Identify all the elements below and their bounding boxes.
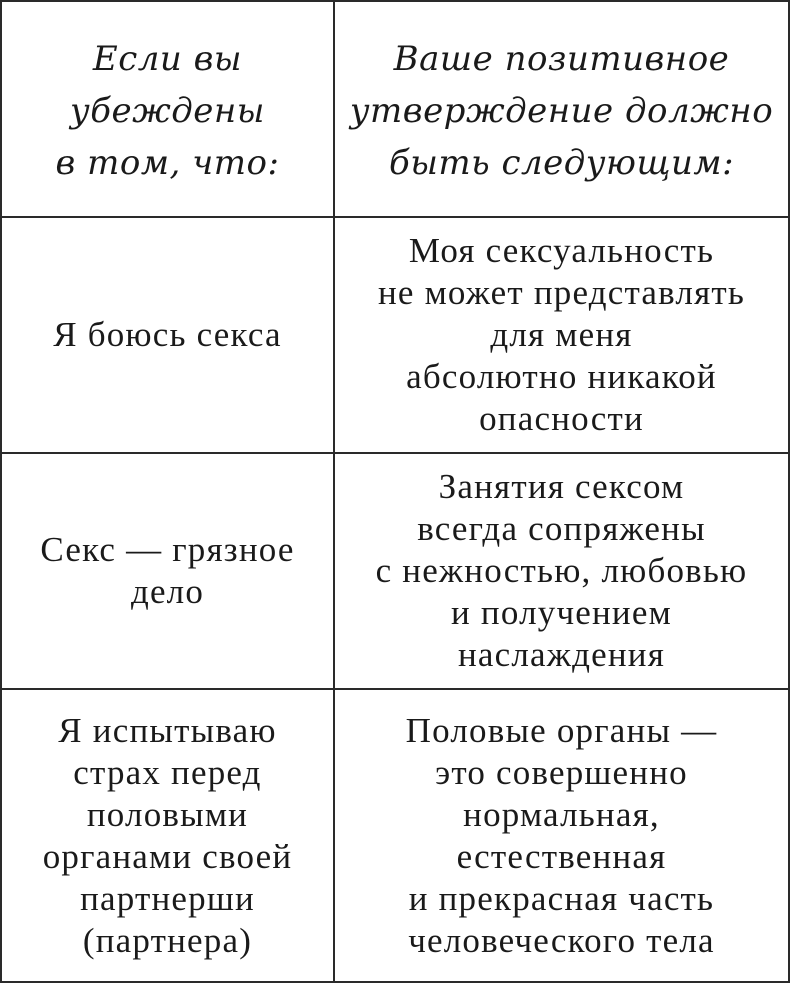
belief-cell	[2, 690, 335, 981]
header-affirmation-line: Ваше позитивное	[393, 39, 730, 79]
header-belief-line: Если вы	[92, 39, 243, 79]
affirmation-line: нормальная,	[463, 794, 660, 834]
header-affirmation-line: утверждение должно	[349, 91, 774, 131]
header-cell-belief	[2, 2, 335, 218]
belief-line: Я испытываю	[58, 710, 277, 750]
affirmation-line: Половые органы —	[405, 710, 718, 750]
affirmation-line: человеческого тела	[408, 920, 715, 960]
affirmation-cell	[335, 454, 788, 690]
belief-line: Я боюсь секса	[53, 315, 282, 354]
belief-line: (партнера)	[82, 920, 253, 960]
belief-cell	[2, 218, 335, 454]
affirmation-line: Занятия сексом	[438, 467, 685, 506]
belief-line: половыми	[86, 794, 249, 834]
affirmation-line: опасности	[479, 399, 644, 438]
header-belief-line: в том, что:	[55, 143, 280, 183]
header-belief-line: убеждены	[69, 91, 265, 131]
belief-cell	[2, 454, 335, 690]
affirmation-line: всегда сопряжены	[417, 509, 706, 548]
affirmation-line: естественная	[456, 836, 667, 876]
affirmation-line: абсолютно никакой	[406, 357, 717, 396]
belief-line: Секс — грязное	[40, 530, 295, 569]
affirmation-line: с нежностью, любовью	[375, 551, 748, 590]
affirmation-line: это совершенно	[435, 752, 688, 792]
belief-line: страх перед	[73, 752, 262, 792]
belief-line: дело	[130, 572, 205, 611]
header-cell-affirmation	[335, 2, 788, 218]
affirmation-line: и получением	[451, 593, 672, 632]
affirmation-line: наслаждения	[457, 635, 666, 674]
affirmation-cell	[335, 690, 788, 981]
belief-line: органами своей	[42, 836, 293, 876]
affirmation-cell	[335, 218, 788, 454]
affirmation-line: не может представлять	[377, 273, 746, 312]
affirmation-line: и прекрасная часть	[408, 878, 715, 918]
header-affirmation-line: быть следующим:	[388, 143, 735, 183]
belief-line: партнерши	[80, 878, 255, 918]
affirmation-line: Моя сексуальность	[408, 231, 715, 270]
affirmation-line: для меня	[490, 315, 633, 354]
